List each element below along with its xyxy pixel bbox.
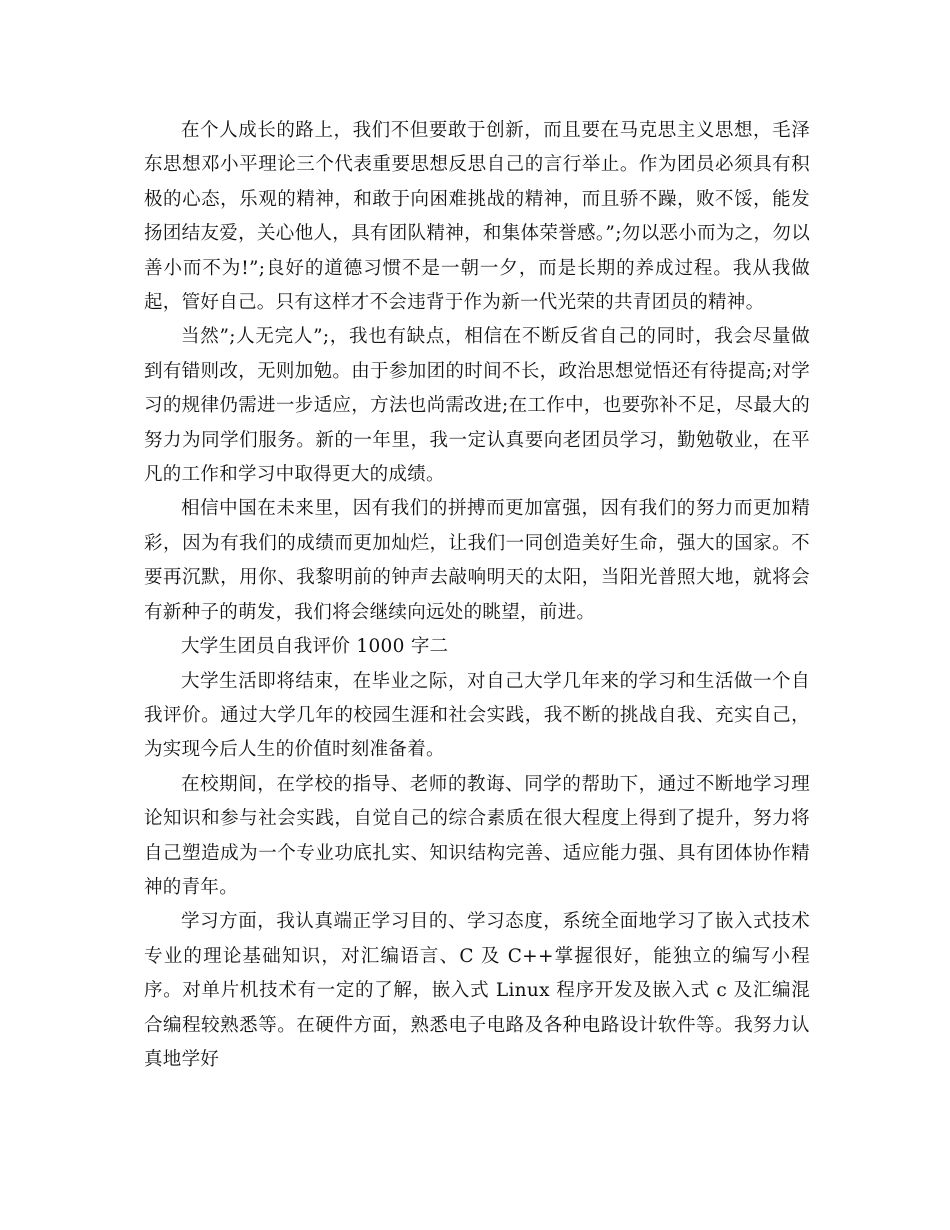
paragraph: 在校期间，在学校的指导、老师的教诲、同学的帮助下，通过不断地学习理论知识和参与社会实践，自觉自己的综合素质在很大程度上得到了提升，努力将自己塑造成为一个专业功底扎实、知识结构完善、适应能力强、具有团体协作精神的青年。 bbox=[144, 773, 810, 898]
paragraph: 学习方面，我认真端正学习目的、学习态度，系统全面地学习了嵌入式技术专业的理论基础知识，对汇编语言、C 及 C++掌握很好，能独立的编写小程序。对单片机技术有一定的了解，嵌入式 Linux 程序开发及嵌入式 c 及汇编混合编程较熟悉等。在硬件方面，熟悉电子电路及各种电路设计软件等。我努力认真地学好 bbox=[144, 911, 810, 1070]
document-body bbox=[144, 114, 810, 1077]
paragraph: 大学生活即将结束，在毕业之际，对自己大学几年来的学习和生活做一个自我评价。通过大学几年的校园生涯和社会实践，我不断的挑战自我、充实自己，为实现今后人生的价值时刻准备着。 bbox=[144, 670, 810, 761]
paragraph: 相信中国在未来里，因有我们的拼搏而更加富强，因有我们的努力而更加精彩，因为有我们的成绩而更加灿烂，让我们一同创造美好生命，强大的国家。不要再沉默，用你、我黎明前的钟声去敲响明天的太阳，当阳光普照大地，就将会有新种子的萌发，我们将会继续向远处的眺望，前进。 bbox=[144, 498, 810, 623]
paragraph: 当然”;人无完人”;，我也有缺点，相信在不断反省自己的同时，我会尽量做到有错则改，无则加勉。由于参加团的时间不长，政治思想觉悟还有待提高;对学习的规律仍需进一步适应，方法也尚需改进;在工作中，也要弥补不足，尽最大的努力为同学们服务。新的一年里，我一定认真要向老团员学习，勤勉敬业，在平凡的工作和学习中取得更大的成绩。 bbox=[144, 326, 810, 486]
section-heading: 大学生团员自我评价 1000 字二 bbox=[181, 636, 449, 658]
paragraph: 在个人成长的路上，我们不但要敢于创新，而且要在马克思主义思想，毛泽东思想邓小平理论三个代表重要思想反思自己的言行举止。作为团员必须具有积极的心态，乐观的精神，和敢于向困难挑战的精神，而且骄不躁，败不馁，能发扬团结友爱，关心他人，具有团队精神，和集体荣誉感。”;勿以恶小而为之，勿以善小而不为!”;良好的道德习惯不是一朝一夕，而是长期的养成过程。我从我做起，管好自己。只有这样才不会违背于作为新一代光荣的共青团员的精神。 bbox=[144, 120, 810, 314]
